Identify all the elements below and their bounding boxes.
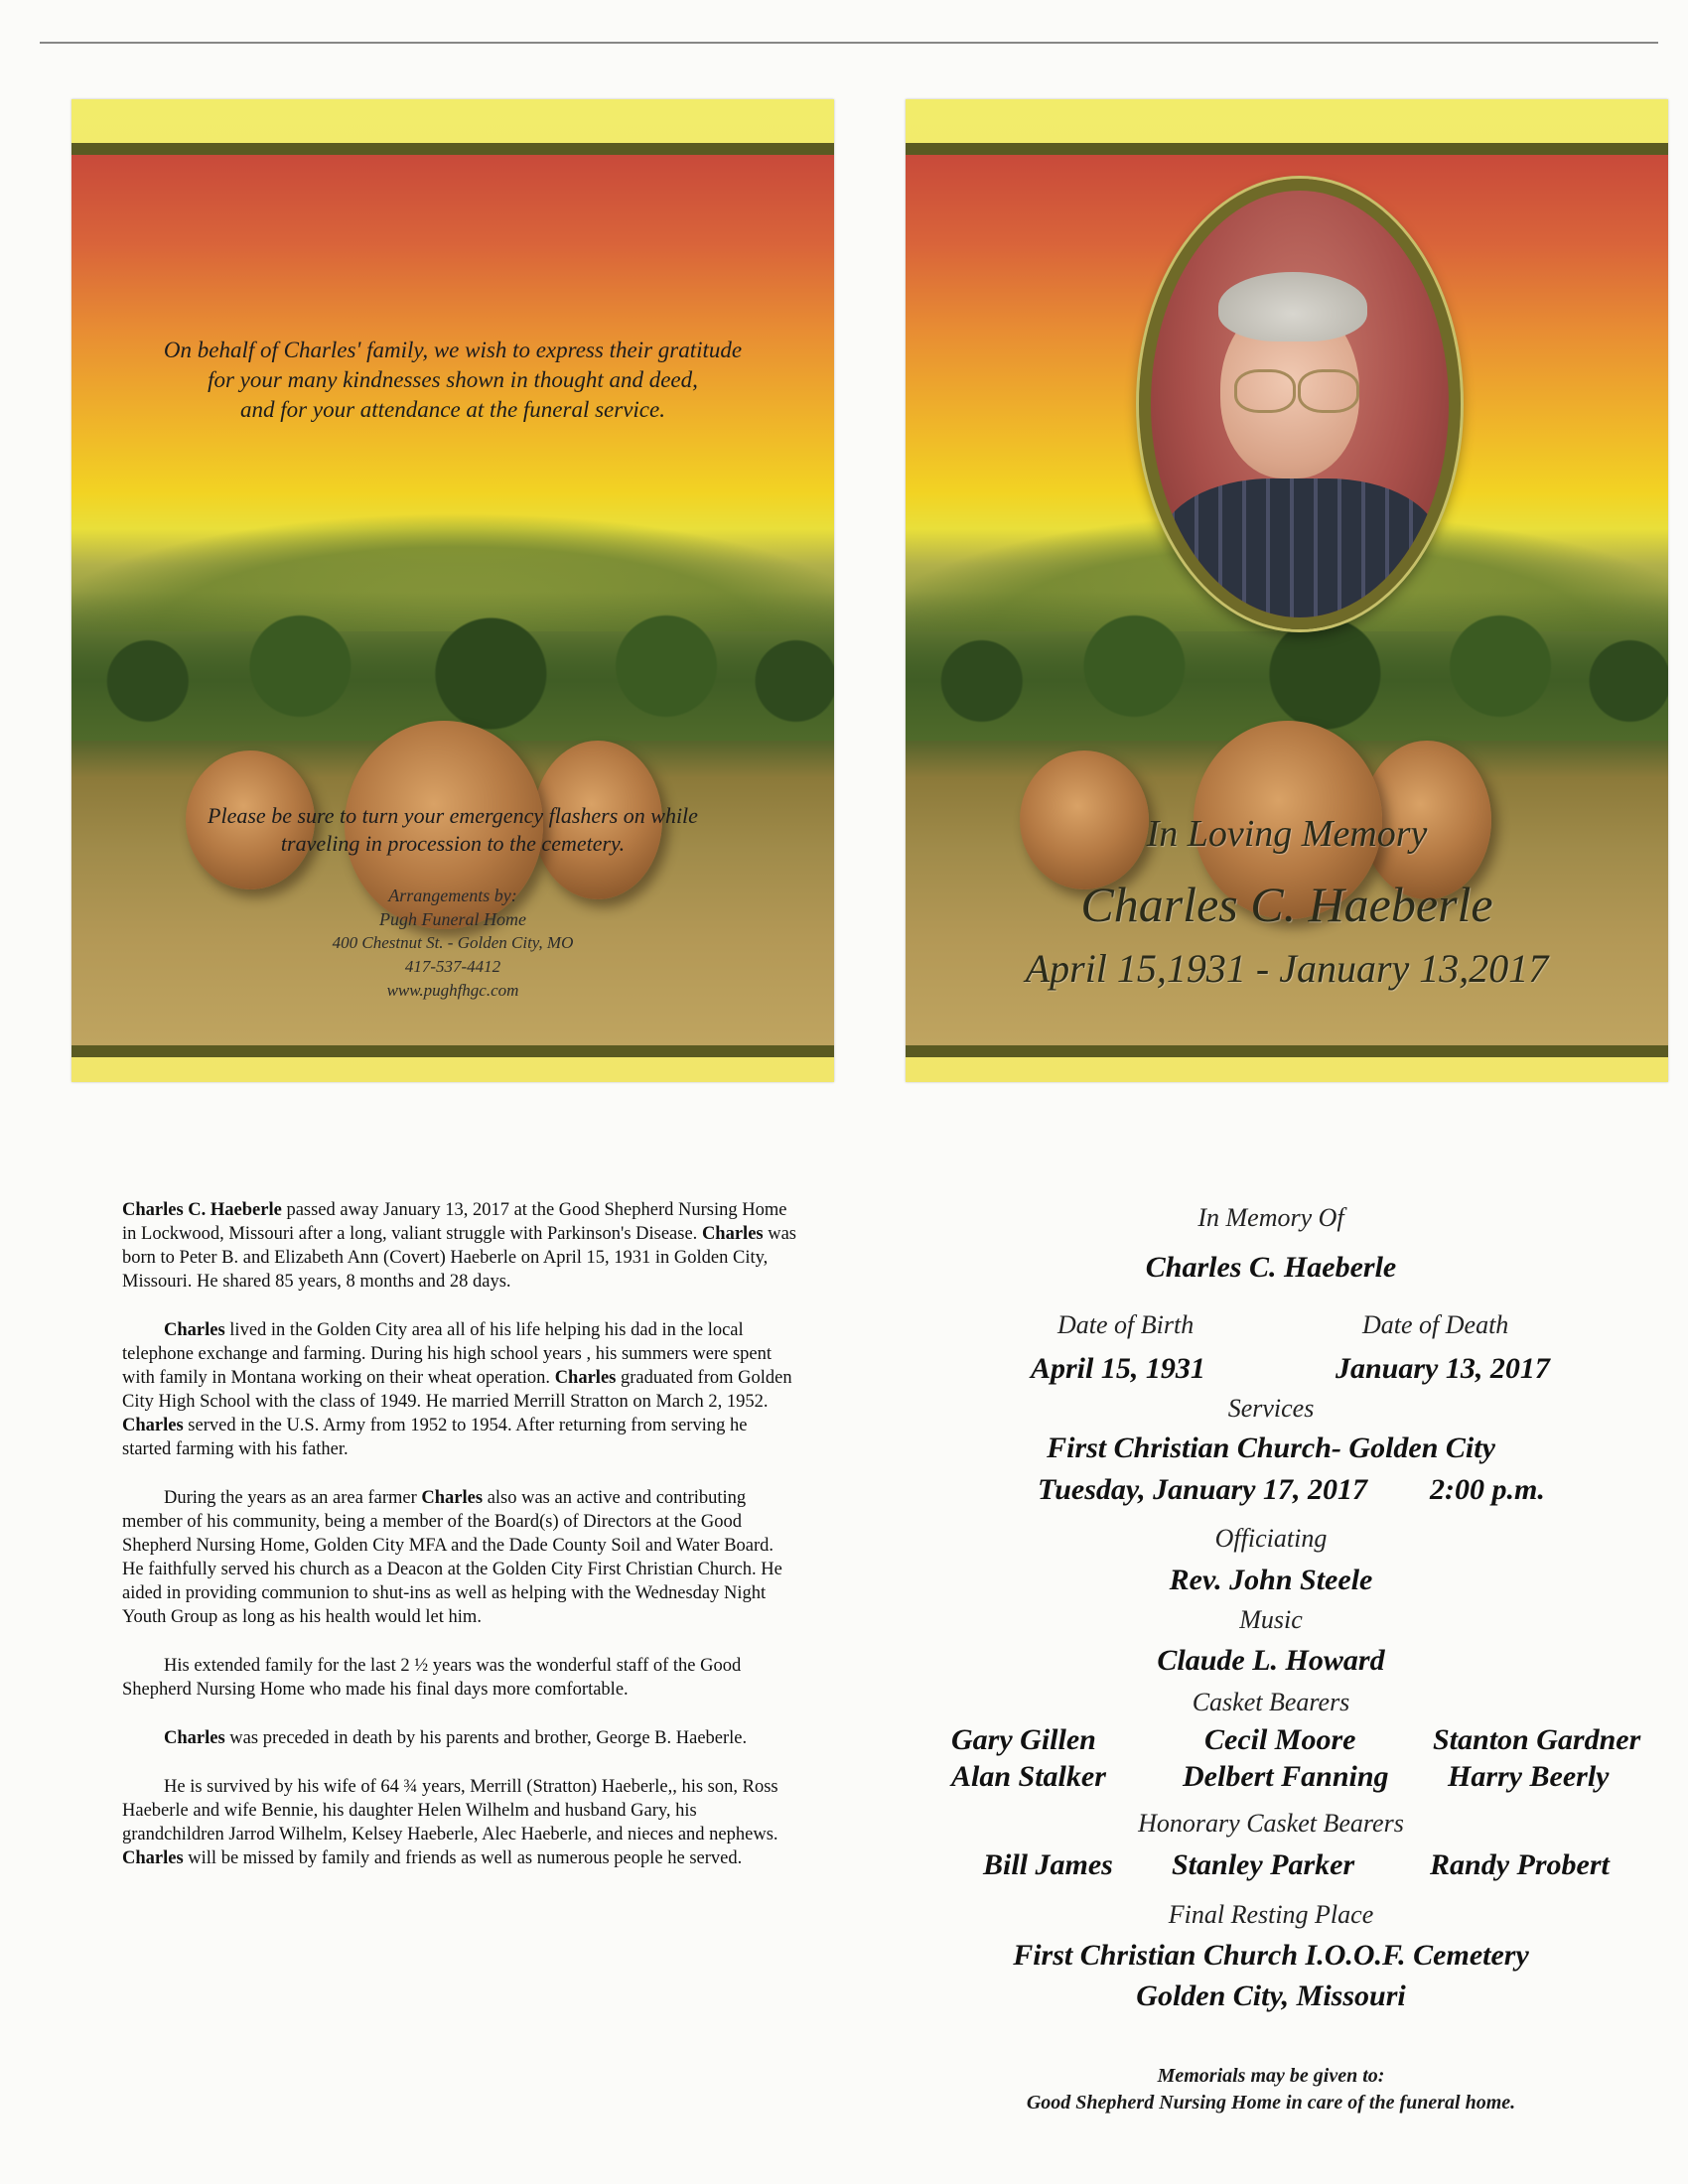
dod-label: Date of Death	[1362, 1310, 1509, 1339]
cover-dates: April 15,1931 - January 13,2017	[1025, 946, 1549, 991]
casket-bearer: Gary Gillen	[951, 1723, 1096, 1756]
text: He is survived by his wife of 64 ¾ years, Merrill (Stratton) Haeberle,, his son, Ross Haeberle and wife Bennie, his daughter Helen Wilhelm and husband Gary, his grandchildren Jarrod Wilhelm, Kelsey Haeberle, Alec Haeberle, and nieces and nephews.	[122, 1777, 778, 1844]
service-time: 2:00 p.m.	[1430, 1473, 1545, 1506]
text: lived in the Golden City area all of his life helping his dad in the local telephone exchange and farming. During his high school years , his summers were spent with family in Montana working on their wheat operation.	[122, 1320, 773, 1388]
casket-bearer: Alan Stalker	[951, 1760, 1106, 1793]
honorary-bearer: Randy Probert	[1430, 1848, 1610, 1881]
service-church: First Christian Church- Golden City	[1047, 1432, 1495, 1464]
glasses-icon	[1234, 369, 1296, 413]
funeral-home-name: Pugh Funeral Home	[379, 909, 526, 929]
procession-line: Please be sure to turn your emergency flashers on while	[208, 803, 698, 828]
casket-bearer: Cecil Moore	[1204, 1723, 1356, 1756]
funeral-home-website: www.pughfhgc.com	[386, 981, 519, 1000]
text: was preceded in death by his parents and brother, George B. Haeberle.	[224, 1728, 748, 1748]
back-panel	[71, 99, 834, 1082]
text: will be missed by family and friends as well as numerous people he served.	[183, 1848, 743, 1868]
service-date-time	[894, 1473, 1648, 1513]
dob-label: Date of Birth	[1057, 1310, 1195, 1339]
resting-place-label: Final Resting Place	[1168, 1900, 1374, 1929]
text: His extended family for the last 2 ½ years was the wonderful staff of the Good Shepherd Nursing Home who made his final days more comfortable.	[122, 1656, 742, 1700]
obituary-paragraph	[122, 1654, 797, 1702]
first-name: Charles	[164, 1728, 225, 1748]
obituary-paragraph	[122, 1775, 797, 1870]
arrangements	[71, 884, 834, 1003]
cemetery: First Christian Church I.O.O.F. Cemetery	[1013, 1939, 1529, 1972]
memorials-label: Memorials may be given to:	[1157, 2065, 1385, 2087]
casket-bearer: Harry Beerly	[1448, 1760, 1610, 1793]
first-name: Charles	[701, 1224, 764, 1244]
casket-bearer: Delbert Fanning	[1183, 1760, 1389, 1793]
first-name: Charles	[122, 1848, 184, 1868]
cover-panel	[906, 99, 1668, 1082]
text: passed away January 13, 2017 at the Good Shepherd Nursing Home in Lockwood, Missouri after a long, valiant struggle with Parkinson's Disease.	[122, 1200, 787, 1244]
first-name: Charles	[122, 1416, 184, 1435]
text: served in the U.S. Army from 1952 to 1954. After returning from serving he started farming with his father.	[122, 1416, 748, 1459]
gratitude-line: for your many kindnesses shown in thought and deed,	[208, 367, 698, 392]
musician: Claude L. Howard	[1157, 1644, 1385, 1677]
cemetery-location: Golden City, Missouri	[1136, 1979, 1406, 2012]
gratitude-message	[71, 336, 834, 425]
obituary-paragraph	[122, 1726, 797, 1750]
gratitude-line: On behalf of Charles' family, we wish to express their gratitude	[163, 338, 743, 362]
first-name: Charles	[164, 1320, 225, 1340]
procession-line: traveling in procession to the cemetery.	[280, 831, 626, 856]
cover-name: Charles C. Haeberle	[1080, 877, 1493, 932]
casket-bearers-row	[894, 1760, 1648, 1800]
service-date: Tuesday, January 17, 2017	[1038, 1473, 1367, 1506]
cover-heading: In Loving Memory	[1146, 813, 1428, 855]
text: was born to Peter B. and Elizabeth Ann (Covert) Haeberle on April 15, 1931 in Golden City, Missouri. He shared 85 years, 8 months and 28 days.	[122, 1224, 797, 1292]
portrait-shirt	[1161, 478, 1439, 629]
portrait-hair	[1218, 272, 1367, 341]
text: also was an active and contributing member of his community, being a member of the Board(s) of Directors at the Good Shepherd Nursing Home, Golden City MFA and the Dade County Soil and Water Board. He faithfully served his church as a Deacon at the Golden City First Christian Church. He aided in providing communion to shut-ins as well as helping with the Wednesday Night Youth Group as long as his health would let him.	[122, 1488, 782, 1627]
date-values	[894, 1352, 1648, 1392]
honorary-bearer: Stanley Parker	[1172, 1848, 1355, 1881]
memorials-recipient: Good Shepherd Nursing Home in care of the funeral home.	[1026, 2092, 1516, 2114]
honorary-bearer: Bill James	[983, 1848, 1113, 1881]
funeral-home-address: 400 Chestnut St. - Golden City, MO	[332, 933, 574, 952]
obituary-paragraph	[122, 1318, 797, 1461]
glasses-icon	[1298, 369, 1359, 413]
memorials-note	[894, 2063, 1648, 2116]
text: graduated from Golden City High School with the class of 1949. He married Merrill Stratton on March 2, 1952.	[122, 1368, 792, 1412]
casket-bearers-row	[894, 1723, 1648, 1763]
portrait-photo	[1139, 179, 1461, 629]
obituary	[122, 1198, 797, 1895]
casket-bearers-label: Casket Bearers	[1192, 1688, 1350, 1716]
officiating-label: Officiating	[1214, 1524, 1328, 1553]
obituary-paragraph	[122, 1198, 797, 1294]
deceased-name: Charles C. Haeberle	[122, 1200, 282, 1220]
top-rule	[40, 42, 1658, 44]
procession-notice	[71, 802, 834, 858]
arrangements-label: Arrangements by:	[388, 886, 517, 905]
honorary-bearers-row	[894, 1848, 1648, 1888]
honorary-bearers-label: Honorary Casket Bearers	[1138, 1809, 1404, 1838]
first-name: Charles	[554, 1368, 617, 1388]
first-name: Charles	[421, 1488, 484, 1508]
music-label: Music	[1239, 1605, 1303, 1634]
funeral-home-phone: 417-537-4412	[404, 957, 501, 976]
obituary-paragraph	[122, 1486, 797, 1629]
services-label: Services	[1227, 1394, 1315, 1423]
treeline	[71, 592, 834, 741]
service-name: Charles C. Haeberle	[1145, 1251, 1397, 1284]
gratitude-line: and for your attendance at the funeral service.	[240, 397, 665, 422]
date-of-death: January 13, 2017	[1336, 1352, 1550, 1385]
in-memory-label: In Memory Of	[1197, 1203, 1344, 1232]
text: During the years as an area farmer	[164, 1488, 422, 1508]
officiant: Rev. John Steele	[1169, 1564, 1373, 1596]
casket-bearer: Stanton Gardner	[1433, 1723, 1641, 1756]
date-of-birth: April 15, 1931	[1031, 1352, 1205, 1385]
date-labels	[894, 1310, 1648, 1350]
